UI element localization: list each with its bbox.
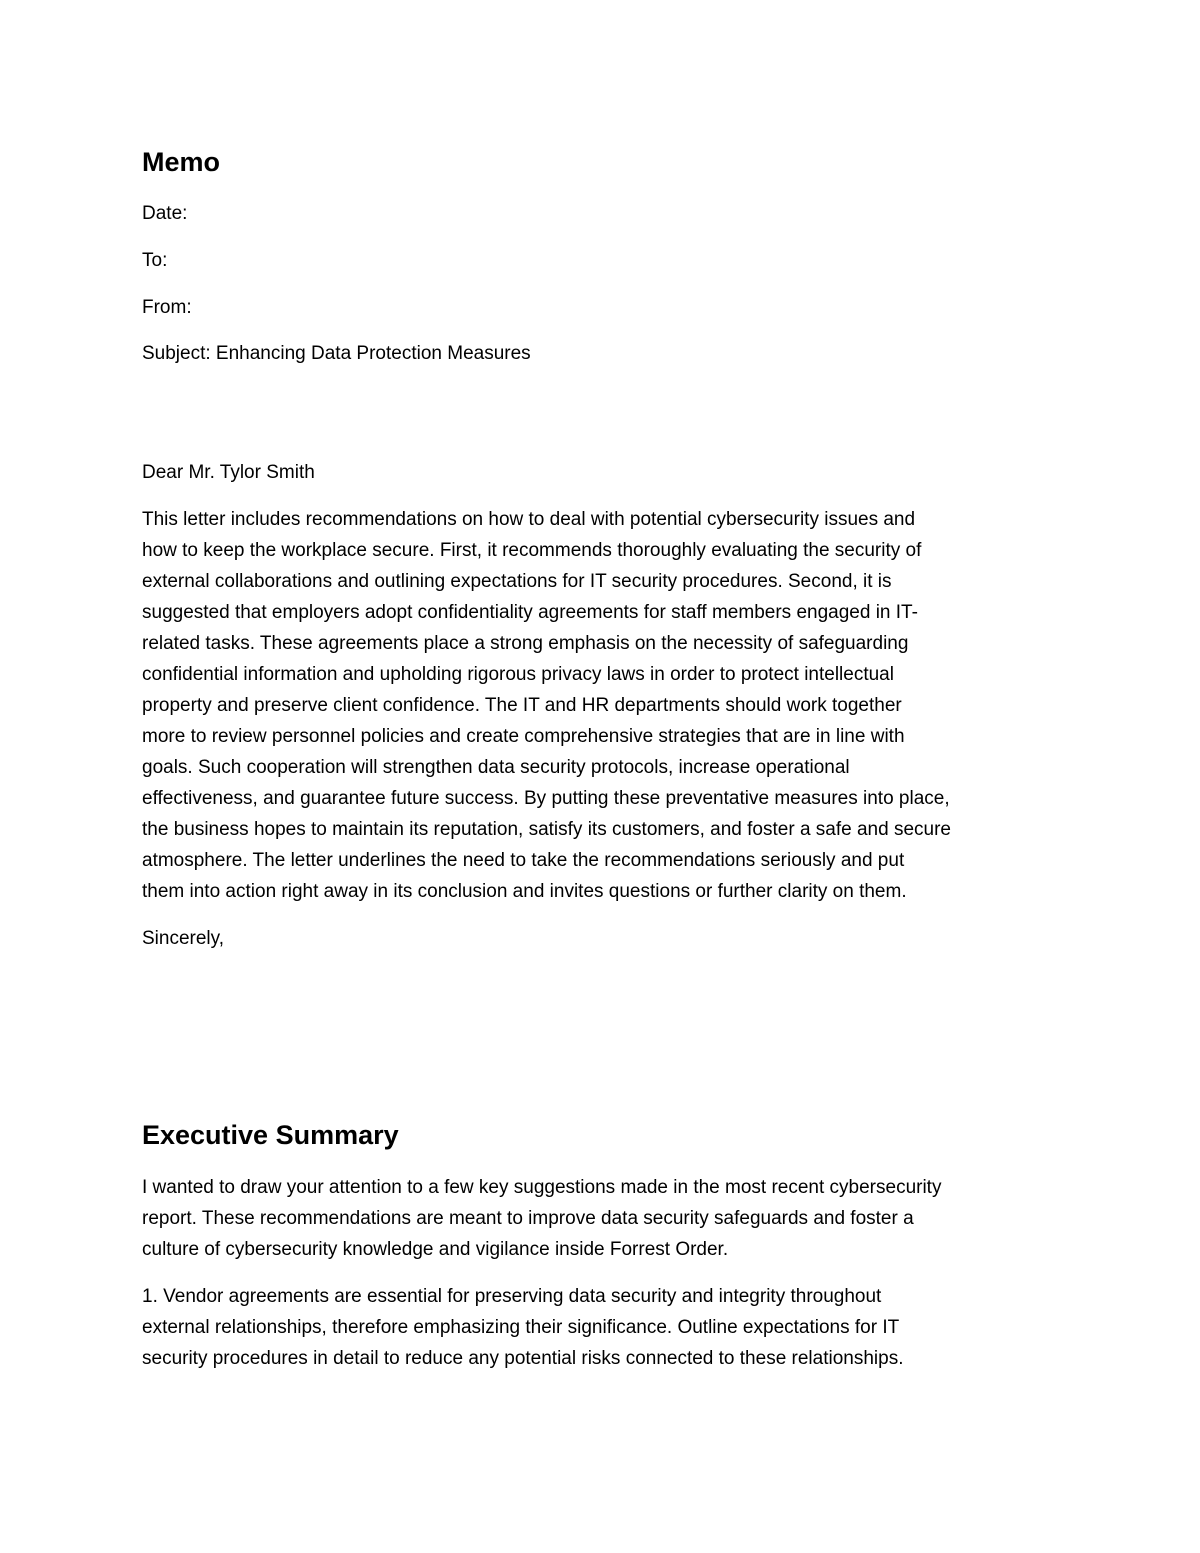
date-label: Date: <box>142 203 188 224</box>
point-line: external relationships, therefore emphasizing their significance. Outline expectations for IT <box>142 1317 900 1338</box>
body-line: related tasks. These agreements place a strong emphasis on the necessity of safeguarding <box>142 633 909 654</box>
point-line: security procedures in detail to reduce any potential risks connected to these relationships. <box>142 1348 904 1369</box>
body-line: suggested that employers adopt confidentiality agreements for staff members engaged in IT- <box>142 602 918 623</box>
body-line: atmosphere. The letter underlines the need to take the recommendations seriously and put <box>142 850 905 871</box>
body-line: effectiveness, and guarantee future success. By putting these preventative measures into place, <box>142 788 950 809</box>
body-line: the business hopes to maintain its reputation, satisfy its customers, and foster a safe and secure <box>142 819 951 840</box>
executive-summary-heading: Executive Summary <box>142 1120 399 1150</box>
intro-line: I wanted to draw your attention to a few key suggestions made in the most recent cybersecurity <box>142 1177 942 1198</box>
memo-heading: Memo <box>142 147 221 177</box>
body-line: confidential information and upholding rigorous privacy laws in order to protect intellectual <box>142 664 894 685</box>
body-line: more to review personnel policies and create comprehensive strategies that are in line with <box>142 726 905 747</box>
salutation: Dear Mr. Tylor Smith <box>142 462 315 483</box>
body-line: goals. Such cooperation will strengthen data security protocols, increase operational <box>142 757 850 778</box>
intro-line: report. These recommendations are meant to improve data security safeguards and foster a <box>142 1208 914 1229</box>
to-label: To: <box>142 250 168 271</box>
executive-summary-intro <box>142 1172 1077 1265</box>
recommendation-point-1 <box>142 1281 1077 1374</box>
body-line: how to keep the workplace secure. First, it recommends thoroughly evaluating the security of <box>142 540 922 561</box>
body-line: them into action right away in its conclusion and invites questions or further clarity on them. <box>142 881 907 902</box>
from-label: From: <box>142 297 192 318</box>
subject-line: Subject: Enhancing Data Protection Measures <box>142 343 531 364</box>
memo-body-paragraph <box>142 504 1077 907</box>
point-line: 1. Vendor agreements are essential for preserving data security and integrity throughout <box>142 1286 882 1307</box>
body-line: This letter includes recommendations on how to deal with potential cybersecurity issues and <box>142 509 916 530</box>
body-line: external collaborations and outlining expectations for IT security procedures. Second, it is <box>142 571 892 592</box>
body-line: property and preserve client confidence. The IT and HR departments should work together <box>142 695 902 716</box>
closing: Sincerely, <box>142 928 225 949</box>
intro-line: culture of cybersecurity knowledge and vigilance inside Forrest Order. <box>142 1239 729 1260</box>
